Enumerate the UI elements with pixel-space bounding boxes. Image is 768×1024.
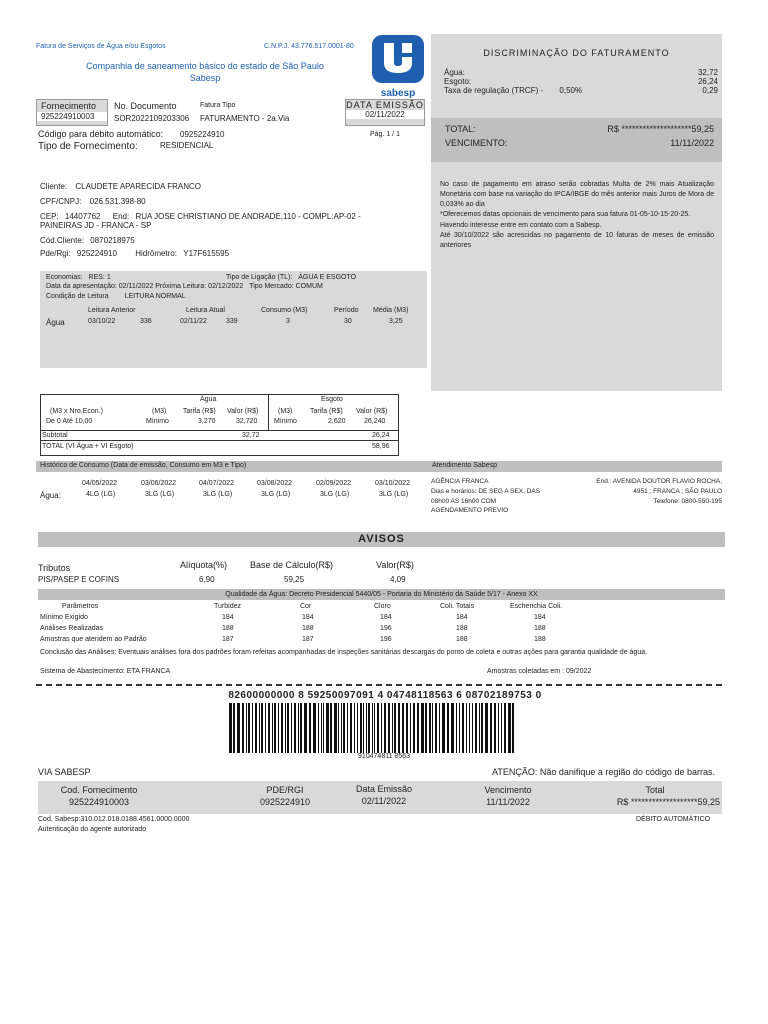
no-documento-label: No. Documento xyxy=(114,101,177,111)
dias2: 4951 ; FRANCA ; SÃO PAULO xyxy=(633,487,722,495)
debito-label: Código para débito automático: xyxy=(38,129,164,139)
tariff-esgoto-min: Mínimo xyxy=(274,418,297,425)
tariff-total-label: TOTAL (VI Água + VI Esgoto) xyxy=(42,443,134,450)
condicao-label: Condição de Leitura xyxy=(46,293,109,300)
cpf-value: 026.531.398-80 xyxy=(89,197,146,206)
cep-label: CEP: xyxy=(40,212,59,221)
fatura-tipo-value: FATURAMENTO - 2a.Via xyxy=(200,114,290,123)
reading-panel xyxy=(40,271,427,368)
pde-label: Pde/Rgi: xyxy=(40,249,71,258)
notice-1: No caso de pagamento em atraso serão cobradas Multa de 2% mais Atualização Monetária com base na variação do IPCA/IBGE do mês anterior mais Juros de Mora de 0,033% ao dia xyxy=(440,181,714,209)
barcode-bar xyxy=(459,703,460,753)
reading-cell: 339 xyxy=(226,318,238,325)
q-cell: 187 xyxy=(302,636,314,643)
aliquota-label: Alíquota(%) xyxy=(180,560,228,570)
data-emissao-label: DATA EMISSÃO xyxy=(346,100,424,110)
historico-date: 03/08/2022 xyxy=(257,480,293,487)
historico-band xyxy=(36,461,722,472)
barcode-bar xyxy=(233,703,235,753)
q-cell: 184 xyxy=(222,614,234,621)
tariff-col-m3b-esgoto: (M3) xyxy=(278,408,293,415)
barcode-bar xyxy=(479,703,480,753)
barcode-bar xyxy=(481,703,483,753)
barcode-bar xyxy=(265,703,266,753)
barcode-bar xyxy=(501,703,502,753)
sabesp-logo-icon xyxy=(368,33,428,85)
company-line1: Companhia de saneamento básico do estado de São Paulo xyxy=(86,61,324,71)
reading-header-periodo: Período xyxy=(334,307,359,314)
cliente-label: Cliente: xyxy=(40,182,68,191)
fornecimento-value: 925224910003 xyxy=(37,112,107,121)
q-header: Escherichia Coli. xyxy=(510,603,563,610)
barcode-bar xyxy=(456,703,457,753)
barcode-bar xyxy=(377,703,379,753)
base-label: Base de Cálculo(R$) xyxy=(250,560,334,570)
q-cell: 188 xyxy=(456,636,468,643)
barcode-bar xyxy=(374,703,375,753)
billing-panel xyxy=(431,34,722,391)
atendimento-title: Atendimento Sabesp xyxy=(432,462,497,469)
atencao: ATENÇÃO: Não danifique a região do código de barras. xyxy=(492,767,715,777)
barcode-bar xyxy=(298,703,299,753)
tipo-fornecimento-value: RESIDENCIAL xyxy=(160,141,214,150)
stub-total: R$ *******************59,25 xyxy=(616,797,720,807)
barcode-bar xyxy=(274,703,276,753)
debito-automatico: DÉBITO AUTOMÁTICO xyxy=(636,816,711,823)
stub-emissao: 02/11/2022 xyxy=(361,796,407,806)
tariff-esgoto-tarifa: 2,620 xyxy=(328,418,346,425)
barcode-bar xyxy=(485,703,488,753)
q-header: Turbidez xyxy=(214,603,241,610)
tariff-col-tarifa: Tarifa (R$) xyxy=(183,408,216,415)
barcode-bar xyxy=(357,703,358,753)
cod-sabesp: Cod. Sabesp:310.012.018.0188.4561.0000.0000 xyxy=(38,816,190,823)
client-block xyxy=(40,182,361,258)
historico-date: 04/07/2022 xyxy=(199,480,235,487)
end-label: End: xyxy=(112,212,130,221)
barcode-bar xyxy=(392,703,393,753)
pis-aliquota: 6,90 xyxy=(199,575,215,584)
historico-agua-label: Água: xyxy=(40,491,61,500)
barcode-bar xyxy=(229,703,232,753)
barcode-bar xyxy=(261,703,263,753)
barcode-bar xyxy=(368,703,370,753)
cep-value: 14407762 xyxy=(64,212,101,221)
via-sabesp: VIA SABESP xyxy=(38,767,91,777)
reading-cell: 03/10/22 xyxy=(88,318,116,325)
barcode-bar xyxy=(398,703,400,753)
q-cell: 196 xyxy=(380,625,392,632)
billing-item-label: Esgoto: xyxy=(444,77,472,86)
cod-cliente-value: 0870218975 xyxy=(90,236,135,245)
barcode-bars xyxy=(229,703,539,753)
agencia-end: End.: AVENIDA DOUTOR FLAVIO ROCHA, xyxy=(596,478,722,485)
pis-base: 59,25 xyxy=(284,575,305,584)
barcode-bar xyxy=(338,703,339,753)
agendamento: AGENDAMENTO PREVIO xyxy=(431,507,509,515)
agencia: AGÊNCIA FRANCA xyxy=(431,478,489,485)
barcode-bar xyxy=(281,703,283,753)
amostras: Amostras coletadas em : 09/2022 xyxy=(487,668,592,675)
barcode-bar xyxy=(406,703,408,753)
barcode-bar xyxy=(413,703,415,753)
stub-cod-forn-label: Cod. Fornecimento xyxy=(60,785,138,795)
horas: 08h00 AS 16h00 COM xyxy=(431,497,497,505)
barcode-bar xyxy=(268,703,270,753)
cliente-value: CLAUDETE APARECIDA FRANCO xyxy=(75,182,202,191)
barcode-bar xyxy=(323,703,324,753)
cod-cliente-label: Cód.Cliente: xyxy=(40,236,85,245)
q-cell: 187 xyxy=(222,636,234,643)
barcode-bar xyxy=(366,703,367,753)
barcode-bar xyxy=(494,703,496,753)
barcode-bar xyxy=(462,703,464,753)
barcode-bar xyxy=(334,703,337,753)
subtotal-label: Subtotal xyxy=(42,432,68,439)
q-cell: 188 xyxy=(534,625,546,632)
telefone: Telefone: 0800-550-195 xyxy=(653,497,722,505)
historico-title: Histórico de Consumo (Data de emissão, Consumo em M3 e Tipo) xyxy=(40,462,247,469)
barcode-bar xyxy=(341,703,342,753)
billing-item-label: Taxa de regulação (TRCF) - xyxy=(444,86,544,95)
fatura-tipo-label: Fatura Tipo xyxy=(200,102,236,109)
tariff-total: 58,96 xyxy=(372,443,390,450)
barcode-bar xyxy=(512,703,514,753)
pde-value: 925224910 xyxy=(76,249,117,258)
billing-item-label: Água: xyxy=(444,68,465,77)
barcode-bar xyxy=(429,703,431,753)
sabesp-logo xyxy=(368,33,428,97)
logo-text: sabesp xyxy=(380,88,416,99)
stub-cod-forn: 925224910003 xyxy=(68,797,130,807)
barcode-bar xyxy=(381,703,382,753)
reading-header-atual: Leitura Atual xyxy=(186,307,225,314)
barcode-bar xyxy=(313,703,316,753)
total-box xyxy=(431,118,722,162)
billing-notice xyxy=(440,180,714,251)
q-header: Parâmetros xyxy=(62,603,99,610)
atendimento-details xyxy=(431,477,722,516)
tipo-ligacao-label: Tipo de Ligação (TL): xyxy=(226,274,293,281)
barcode-bar xyxy=(469,703,470,753)
q-row-label: Mínimo Exigido xyxy=(40,614,88,621)
barcode-bar xyxy=(291,703,292,753)
hidrometro-label: Hidrômetro: xyxy=(135,249,177,258)
barcode-bar xyxy=(360,703,362,753)
tipo-ligacao-value: ÁGUA E ESGOTO xyxy=(298,274,357,281)
historico-value: 4LG (LG) xyxy=(86,491,116,498)
barcode-bar xyxy=(259,703,260,753)
tariff-row-label: De 0 Até 10,00 xyxy=(46,418,93,425)
barcode-bar xyxy=(504,703,506,753)
barcode-bar xyxy=(304,703,307,753)
stub-emissao-label: Data Emissão xyxy=(355,784,413,794)
end-line1: RUA JOSE CHRISTIANO DE ANDRADE,110 - COMPL:AP-02 - xyxy=(135,212,361,221)
billing-item-value: 26,24 xyxy=(697,77,718,86)
qualidade-title: Qualidade da Água: Decreto Presidencial 5440/05 - Portaria do Ministério da Saúde 5/17 - Anexo XX xyxy=(38,589,725,600)
q-cell: 188 xyxy=(302,625,314,632)
data-apres-label: Data da apresentação: xyxy=(46,283,117,290)
data-apres-value: 02/11/2022 xyxy=(118,283,154,290)
barcode-bar xyxy=(326,703,329,753)
q-cell: 184 xyxy=(380,614,392,621)
end-line2: PAINEIRAS JD - FRANCA - SP xyxy=(40,221,152,230)
barcode-bar xyxy=(384,703,386,753)
stub-pde-label: PDE/RGI xyxy=(266,785,304,795)
notice-4: Até 30/10/2022 são acrescidas no pagamento de 10 faturas de meses de emissão anteriores xyxy=(440,231,714,249)
tributos-label: Tributos xyxy=(38,563,71,573)
barcode-bar xyxy=(300,703,302,753)
cnpj: C.N.P.J. 43.776.517.0001-80 xyxy=(264,43,354,50)
barcode-bar xyxy=(294,703,296,753)
tariff-col-m3b: (M3) xyxy=(152,408,167,415)
barcode-bar xyxy=(432,703,433,753)
barcode-bar xyxy=(439,703,440,753)
barcode-bar xyxy=(447,703,449,753)
q-cell: 188 xyxy=(456,625,468,632)
reading-header-media: Média (M3) xyxy=(373,307,409,314)
historico-date: 02/09/2022 xyxy=(316,480,352,487)
barcode-bar xyxy=(350,703,352,753)
q-cell: 188 xyxy=(222,625,234,632)
fatura-label: Fatura de Serviços de Água e/ou Esgotos xyxy=(36,43,166,50)
barcode-bar xyxy=(255,703,257,753)
prox-leitura-value: 02/12/2022 xyxy=(208,283,244,290)
historico-value: 3LG (LG) xyxy=(145,491,175,498)
tipo-fornecimento-label: Tipo de Fornecimento: xyxy=(38,141,138,152)
reading-cell: 02/11/22 xyxy=(180,318,207,325)
vencimento-value: 11/11/2022 xyxy=(670,138,714,148)
subtotal-agua: 32,72 xyxy=(242,432,260,439)
barcode-bar xyxy=(343,703,345,753)
vencimento-label: VENCIMENTO: xyxy=(445,138,508,148)
hidrometro-value: Y17F615595 xyxy=(183,249,230,258)
barcode-bar xyxy=(508,703,511,753)
historico-value: 3LG (LG) xyxy=(320,491,350,498)
billing-title: DISCRIMINAÇÃO DO FATURAMENTO xyxy=(483,48,670,58)
linha-digitavel: 82600000000 8 59250097091 4 04748118563 6 08702189753 0 xyxy=(228,690,542,701)
barcode-bar xyxy=(347,703,348,753)
historico-value: 3LG (LG) xyxy=(203,491,233,498)
pag: Pág. 1 / 1 xyxy=(370,131,400,138)
tariff-col-valor: Valor (R$) xyxy=(227,408,259,415)
economias-value: RES: 1 xyxy=(88,274,111,281)
barcode-bar xyxy=(475,703,477,753)
barcode-bar xyxy=(287,703,289,753)
historico-date: 04/05/2022 xyxy=(82,480,118,487)
q-row-label: Análises Realizadas xyxy=(40,625,104,632)
q-cell: 188 xyxy=(534,636,546,643)
subtotal-esgoto: 26,24 xyxy=(372,432,390,439)
barcode-bar xyxy=(330,703,332,753)
barcode xyxy=(229,703,539,753)
barcode-bar xyxy=(435,703,437,753)
economias-label: Economias: xyxy=(46,274,83,281)
barcode-bar xyxy=(451,703,454,753)
barcode-bar xyxy=(309,703,311,753)
tipo-mercado-value: COMUM xyxy=(295,283,323,290)
notice-2: *Oferecemos datas opcionais de vencimento para sua fatura 01-05-10-15-20-25. xyxy=(440,211,691,219)
fornecimento-label: Fornecimento xyxy=(41,101,97,111)
valor-label: Valor(R$) xyxy=(376,560,414,570)
reading-cell: 30 xyxy=(344,318,352,325)
q-cell: 184 xyxy=(534,614,546,621)
data-emissao-value: 02/11/2022 xyxy=(346,110,424,119)
tariff-agua-tarifa: 3,270 xyxy=(198,418,216,425)
dias: Dias e horários: DE SEG A SEX, DAS xyxy=(431,487,541,495)
tariff-agua-valor: 32,720 xyxy=(236,418,258,425)
tariff-agua-min: Mínimo xyxy=(146,418,169,425)
tariff-col-valor-esgoto: Valor (R$) xyxy=(356,408,388,415)
reading-header-anterior: Leitura Anterior xyxy=(88,307,136,314)
barcode-bar xyxy=(388,703,390,753)
autenticacao: Autenticação do agente autorizado xyxy=(38,826,147,833)
q-header: Coli. Totais xyxy=(440,603,475,610)
barcode-bar xyxy=(248,703,250,753)
pis-label: PIS/PASEP E COFINS xyxy=(38,575,120,584)
barcode-number: 910474811 8563 xyxy=(357,753,411,760)
debito-value: 0925224910 xyxy=(180,130,225,139)
tariff-col-m3: (M3 x Nro.Econ.) xyxy=(50,408,103,415)
barcode-bar xyxy=(354,703,355,753)
barcode-bar xyxy=(278,703,279,753)
reading-cell: 3 xyxy=(286,318,290,325)
sistema: Sistema de Abastecimento: ETA FRANCA xyxy=(40,668,171,675)
barcode-bar xyxy=(490,703,492,753)
barcode-bar xyxy=(402,703,404,753)
avisos-title: AVISOS xyxy=(38,532,725,547)
reading-row-label: Água xyxy=(46,318,65,327)
q-cell: 184 xyxy=(302,614,314,621)
total-value: R$ ********************59,25 xyxy=(607,124,714,134)
stub-venc: 11/11/2022 xyxy=(486,797,530,807)
barcode-bar xyxy=(394,703,396,753)
billing-item-pct: 0,50% xyxy=(559,86,583,95)
stub-total-label: Total xyxy=(645,785,665,795)
no-documento-value: SOR2022109203306 xyxy=(114,114,190,123)
q-cell: 196 xyxy=(380,636,392,643)
condicao-value: LEITURA NORMAL xyxy=(124,293,186,300)
company-line2: Sabesp xyxy=(189,73,221,83)
historico-value: 3LG (LG) xyxy=(379,491,409,498)
q-header: Cloro xyxy=(374,603,391,610)
barcode-bar xyxy=(318,703,319,753)
tipo-mercado-label: Tipo Mercado: xyxy=(249,283,294,290)
historico-date: 03/06/2022 xyxy=(141,480,177,487)
billing-items xyxy=(444,68,718,95)
barcode-bar xyxy=(252,703,253,753)
barcode-bar xyxy=(237,703,240,753)
historico-value: 3LG (LG) xyxy=(261,491,291,498)
barcode-bar xyxy=(410,703,411,753)
barcode-bar xyxy=(425,703,427,753)
tariff-col-tarifa-esgoto: Tarifa (R$) xyxy=(310,408,343,415)
notice-3: Havendo interesse entre em contato com a Sabesp. xyxy=(440,221,602,229)
reading-cell: 336 xyxy=(140,318,152,325)
billing-item-value: 0,29 xyxy=(702,86,718,95)
cut-line xyxy=(36,684,722,686)
barcode-bar xyxy=(417,703,419,753)
pis-valor: 4,09 xyxy=(390,575,406,584)
cpf-label: CPF/CNPJ: xyxy=(40,197,82,206)
barcode-bar xyxy=(246,703,247,753)
barcode-bar xyxy=(498,703,499,753)
q-row-label: Amostras que atendem ao Padrão xyxy=(40,636,147,643)
tariff-esgoto-valor: 26,240 xyxy=(364,418,386,425)
tariff-table xyxy=(40,394,399,456)
barcode-bar xyxy=(442,703,445,753)
q-header: Cor xyxy=(300,603,312,610)
stub-pde: 0925224910 xyxy=(259,797,311,807)
total-label: TOTAL: xyxy=(445,124,476,134)
barcode-bar xyxy=(285,703,286,753)
reading-header-consumo: Consumo (M3) xyxy=(261,307,308,314)
barcode-bar xyxy=(242,703,244,753)
conclusao: Conclusão das Análises: Eventuais análises fora dos padrões foram refeitas acompanhadas de inspeções sanitárias descargas do ponto de coleta e outras ações para garantia qualidade de água. xyxy=(40,649,648,656)
barcode-bar xyxy=(363,703,364,753)
stub-venc-label: Vencimento xyxy=(484,785,532,795)
prox-leitura-label: Próxima Leitura: xyxy=(155,283,207,290)
barcode-bar xyxy=(372,703,373,753)
barcode-bar xyxy=(472,703,473,753)
barcode-bar xyxy=(321,703,322,753)
stub-box xyxy=(38,781,722,814)
q-cell: 184 xyxy=(456,614,468,621)
billing-item-value: 32,72 xyxy=(697,68,718,77)
barcode-bar xyxy=(272,703,273,753)
reading-cell: 3,25 xyxy=(389,318,403,325)
barcode-bar xyxy=(421,703,424,753)
tariff-agua-label: Água xyxy=(200,396,217,403)
historico-date: 03/10/2022 xyxy=(375,480,411,487)
tariff-esgoto-label: Esgoto xyxy=(321,396,343,403)
barcode-bar xyxy=(466,703,467,753)
